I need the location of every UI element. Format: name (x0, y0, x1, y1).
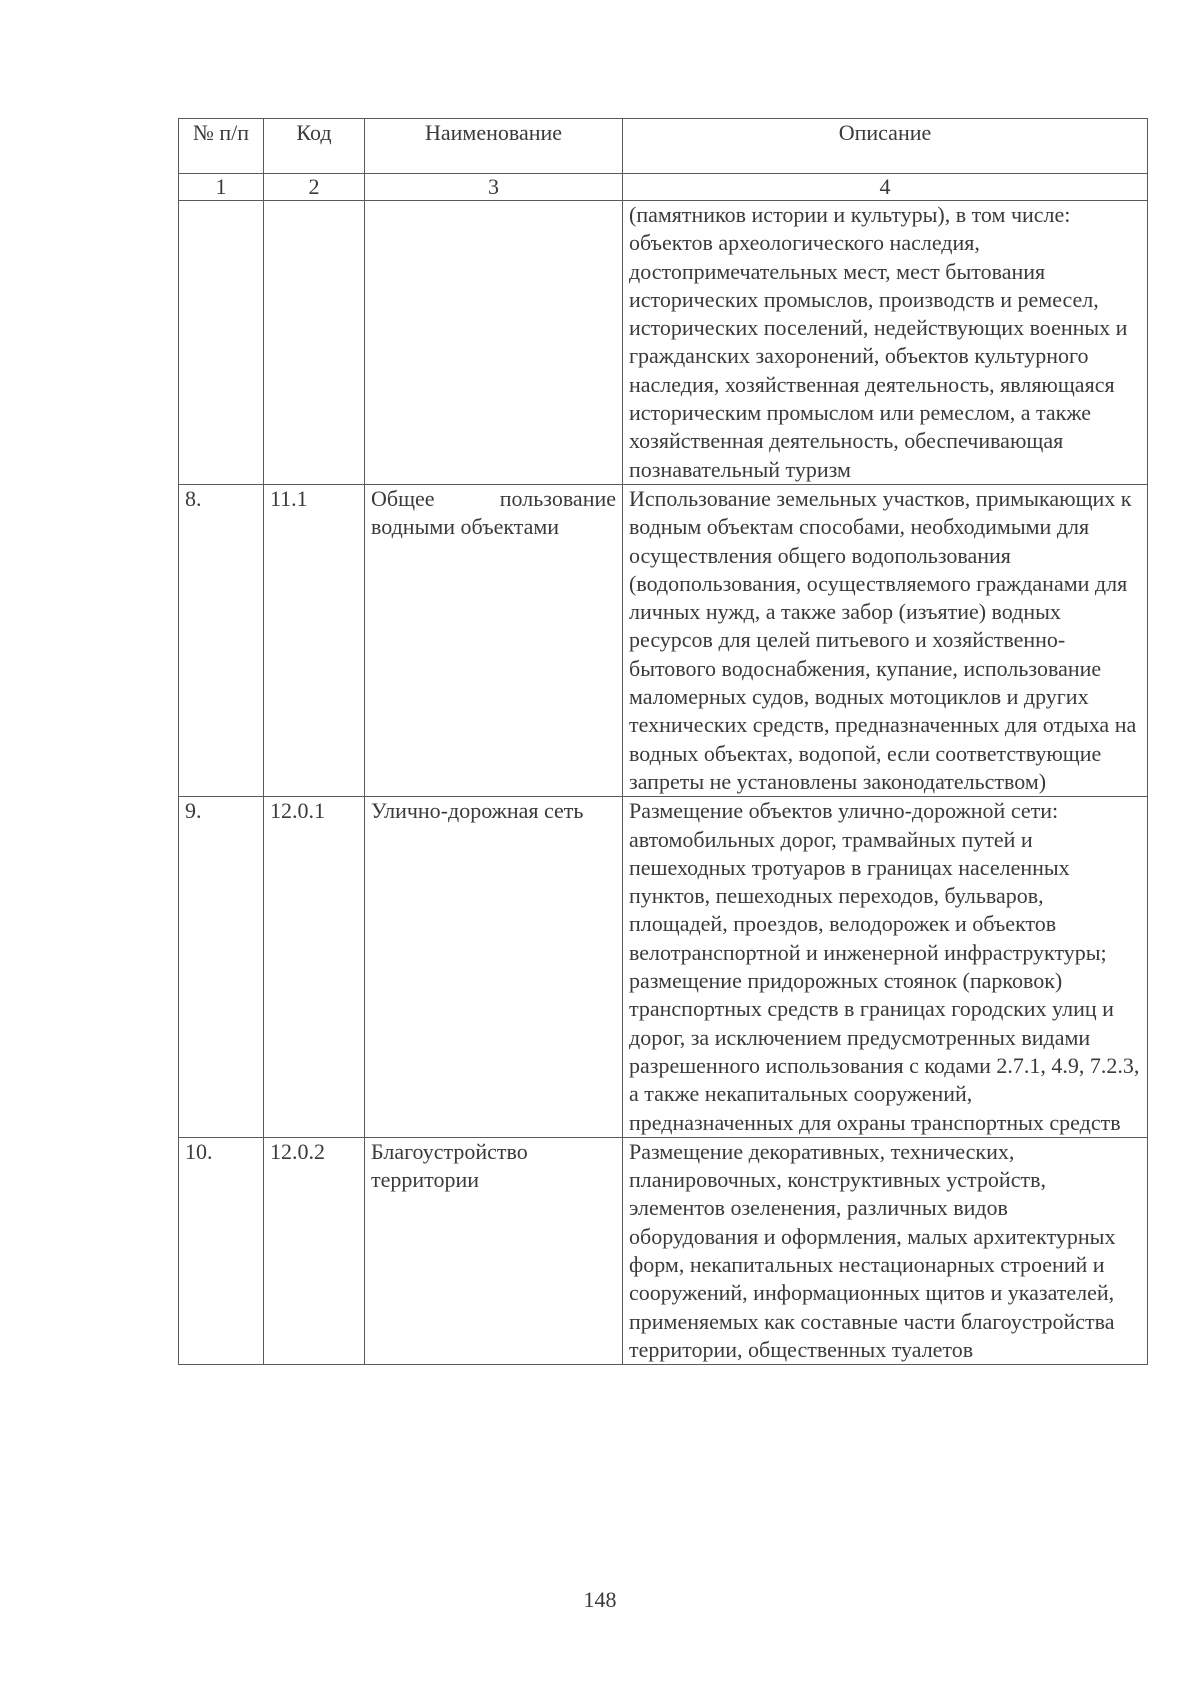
table-row (179, 201, 1148, 485)
row-name: Благоустройство территории (365, 1137, 623, 1364)
header-number: № п/п (179, 119, 264, 174)
row-description: (памятников истории и культуры), в том числе: объектов археологического наследия, достопримечательных мест, мест бытования исторических промыслов, производств и ремесел, исторических поселений, недействующих военных и гражданских захоронений, объектов культурного наследия, хозяйственная деятельность, являющаяся историческим промыслом или ремеслом, а также хозяйственная деятельность, обеспечивающая познавательный туризм (623, 201, 1148, 485)
row-description: Размещение объектов улично-дорожной сети: автомобильных дорог, трамвайных путей и пешеходных тротуаров в границах населенных пунктов, пешеходных переходов, бульваров, площадей, проездов, велодорожек и объектов велотранспортной и инженерной инфраструктуры; размещение придорожных стоянок (парковок) транспортных средств в границах городских улиц и дорог, за исключением предусмотренных видами разрешенного использования с кодами 2.7.1, 4.9, 7.2.3, а также некапитальных сооружений, предназначенных для охраны транспортных средств (623, 797, 1148, 1138)
column-number-1: 1 (179, 174, 264, 201)
row-code: 12.0.1 (264, 797, 365, 1138)
row-number (179, 201, 264, 485)
table-row (179, 1137, 1148, 1364)
document-table (178, 118, 1148, 1365)
header-description: Описание (623, 119, 1148, 174)
header-code: Код (264, 119, 365, 174)
row-code: 12.0.2 (264, 1137, 365, 1364)
row-code: 11.1 (264, 484, 365, 796)
row-name: Общее пользование водными объектами (365, 484, 623, 796)
row-number: 8. (179, 484, 264, 796)
column-numbers-row (179, 174, 1148, 201)
table-row (179, 797, 1148, 1138)
row-code (264, 201, 365, 485)
header-name: Наименование (365, 119, 623, 174)
row-name (365, 201, 623, 485)
row-description: Размещение декоративных, технических, планировочных, конструктивных устройств, элементов озеленения, различных видов оборудования и оформления, малых архитектурных форм, некапитальных нестационарных строений и сооружений, информационных щитов и указателей, применяемых как составные части благоустройства территории, общественных туалетов (623, 1137, 1148, 1364)
row-name: Улично-дорожная сеть (365, 797, 623, 1138)
column-number-2: 2 (264, 174, 365, 201)
page-number: 148 (583, 1587, 617, 1612)
table-header-row (179, 119, 1148, 174)
table-row (179, 484, 1148, 796)
column-number-4: 4 (623, 174, 1148, 201)
row-number: 10. (179, 1137, 264, 1364)
row-description: Использование земельных участков, примыкающих к водным объектам способами, необходимыми для осуществления общего водопользования (водопользования, осуществляемого гражданами для личных нужд, а также забор (изъятие) водных ресурсов для целей питьевого и хозяйственно-бытового водоснабжения, купание, использование маломерных судов, водных мотоциклов и других технических средств, предназначенных для отдыха на водных объектах, водопой, если соответствующие запреты не установлены законодательством) (623, 484, 1148, 796)
column-number-3: 3 (365, 174, 623, 201)
row-number: 9. (179, 797, 264, 1138)
